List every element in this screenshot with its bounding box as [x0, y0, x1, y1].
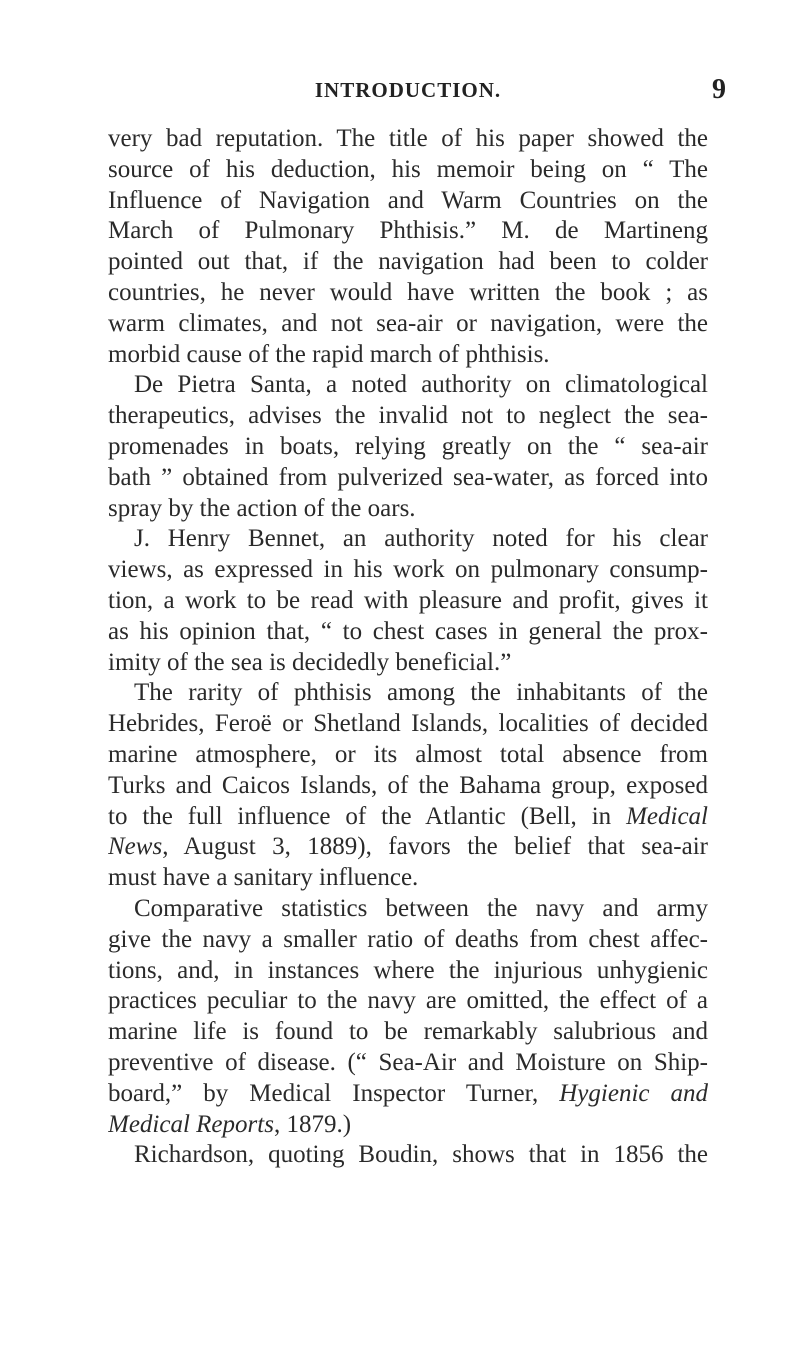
- text-line: [108, 186, 708, 217]
- text-line: [108, 802, 708, 833]
- text-line: [108, 678, 708, 709]
- line-text: practices peculiar to the navy are omitted, the effect of a: [108, 987, 708, 1015]
- text-line: [108, 1048, 708, 1079]
- text-line: [108, 863, 708, 894]
- text-line: [108, 894, 708, 925]
- line-text: marine life is found to be remarkably salubrious and: [108, 1018, 708, 1046]
- text-line: [108, 740, 708, 771]
- text-line: [108, 1140, 708, 1171]
- line-text: , August 3, 1889), favors the belief that sea-air: [162, 833, 708, 861]
- line-text: Turks and Caicos Islands, of the Bahama group, exposed: [108, 771, 708, 799]
- line-text: views, as expressed in his work on pulmonary consump-: [108, 556, 708, 584]
- line-text: must have a sanitary influence.: [108, 864, 419, 892]
- line-text: therapeutics, advises the invalid not to neglect the sea-: [108, 402, 708, 430]
- line-text: , 1879.): [273, 1110, 352, 1138]
- text-line: [108, 340, 708, 371]
- body-text: [108, 124, 708, 1171]
- line-text: promenades in boats, relying greatly on the “ sea-air: [108, 432, 708, 460]
- line-text: tion, a work to be read with pleasure and profit, gives it: [108, 586, 708, 614]
- text-line: [108, 278, 708, 309]
- page-header: [108, 74, 726, 110]
- line-text: board,” by Medical Inspector Turner,: [108, 1079, 539, 1107]
- text-line: [108, 956, 708, 987]
- text-line: [108, 1079, 708, 1110]
- page-number: 9: [712, 74, 726, 105]
- text-line: [108, 524, 708, 555]
- line-text: preventive of disease. (“ Sea-Air and Moisture on Ship-: [108, 1048, 708, 1076]
- text-line: [108, 617, 708, 648]
- italic-text: Medical: [626, 802, 708, 830]
- text-line: [108, 370, 708, 401]
- line-text: Comparative statistics between the navy and army: [134, 894, 708, 922]
- line-text: pointed out that, if the navigation had been to colder: [108, 248, 708, 276]
- line-text: Hebrides, Feroë or Shetland Islands, localities of decided: [108, 710, 708, 738]
- line-text: very bad reputation. The title of his paper showed the: [108, 125, 708, 152]
- italic-text: News: [108, 833, 163, 861]
- text-line: [108, 648, 708, 679]
- text-line: [108, 401, 708, 432]
- line-text: countries, he never would have written the book ; as: [108, 278, 708, 306]
- line-text: Richardson, quoting Boudin, shows that in 1856 the: [134, 1141, 708, 1169]
- line-text: warm climates, and not sea-air or navigation, were the: [108, 309, 708, 337]
- running-head: INTRODUCTION.: [314, 78, 502, 102]
- text-line: [108, 124, 708, 155]
- text-line: [108, 832, 708, 863]
- text-line: [108, 247, 708, 278]
- text-line: [108, 432, 708, 463]
- line-text: source of his deduction, his memoir being on “ The: [108, 155, 708, 183]
- line-text: give the navy a smaller ratio of deaths from chest affec-: [108, 925, 708, 953]
- line-text: The rarity of phthisis among the inhabitants of the: [134, 679, 708, 707]
- text-line: [108, 216, 708, 247]
- line-text: to the full influence of the Atlantic (Bell, in: [108, 802, 612, 830]
- line-text: De Pietra Santa, a noted authority on climatological: [134, 371, 708, 399]
- line-text: marine atmosphere, or its almost total absence from: [108, 740, 708, 768]
- text-line: [108, 1110, 708, 1141]
- line-text: J. Henry Bennet, an authority noted for his clear: [134, 525, 708, 553]
- line-text: tions, and, in instances where the injurious unhygienic: [108, 956, 708, 984]
- italic-text: Medical Reports: [108, 1110, 274, 1138]
- text-line: [108, 555, 708, 586]
- italic-text: Hygienic and: [559, 1079, 708, 1107]
- text-line: [108, 586, 708, 617]
- text-line: [108, 986, 708, 1017]
- text-line: [108, 494, 708, 525]
- text-line: [108, 771, 708, 802]
- text-line: [108, 463, 708, 494]
- line-text: as his opinion that, “ to chest cases in general the prox-: [108, 617, 708, 645]
- text-line: [108, 709, 708, 740]
- text-line: [108, 309, 708, 340]
- text-line: [108, 155, 708, 186]
- line-text: spray by the action of the oars.: [108, 494, 416, 522]
- text-line: [108, 925, 708, 956]
- line-text: March of Pulmonary Phthisis.” M. de Martineng: [108, 217, 708, 245]
- line-text: morbid cause of the rapid march of phthisis.: [108, 340, 550, 368]
- text-line: [108, 1017, 708, 1048]
- line-text: imity of the sea is decidedly beneficial.”: [108, 648, 512, 676]
- line-text: bath ” obtained from pulverized sea-water, as forced into: [108, 463, 708, 491]
- line-text: Influence of Navigation and Warm Countries on the: [108, 186, 708, 214]
